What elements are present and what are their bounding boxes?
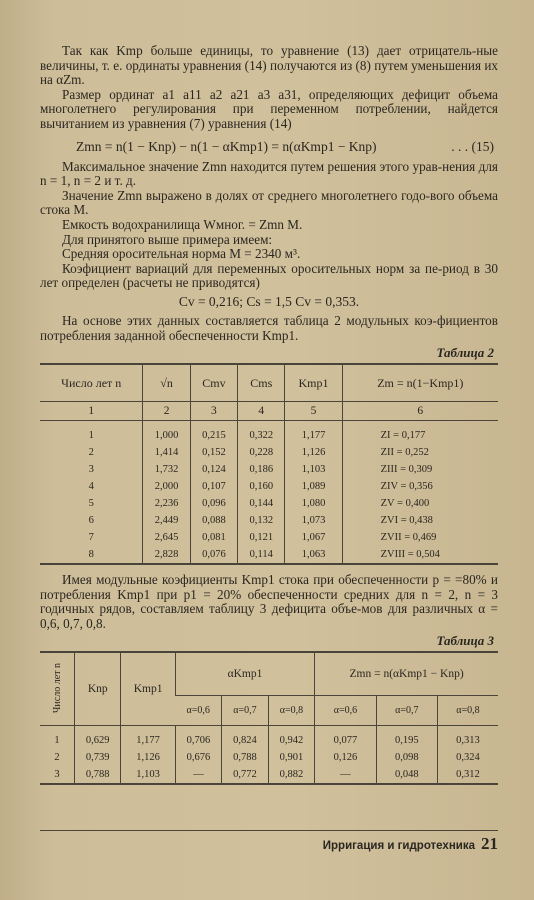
t3-header-years [40, 652, 75, 726]
t2-header-years: Число лет n [40, 364, 143, 402]
table-cell: ZVI = 0,438 [342, 512, 498, 529]
table-row [40, 726, 498, 750]
running-title: Ирригация и гидротехника [322, 840, 475, 852]
table-cell: ZIV = 0,356 [342, 478, 498, 495]
table-cell: 0,124 [190, 461, 237, 478]
table-3 [40, 651, 498, 785]
table-2-body [40, 421, 498, 565]
table-3-body [40, 726, 498, 785]
table-cell: 0,215 [190, 421, 237, 445]
table-cell: 0,739 [75, 749, 121, 766]
table-cell: 0,824 [222, 726, 268, 750]
table-cell: 0,076 [190, 546, 237, 564]
formula-15-number: . . . (15) [451, 138, 494, 154]
t2-colnum: 3 [190, 402, 237, 421]
formula-15 [40, 138, 498, 156]
table-cell: 2,828 [143, 546, 190, 564]
table-cell: 0,077 [315, 726, 376, 750]
table-cell: 0,126 [315, 749, 376, 766]
table-cell: 0,629 [75, 726, 121, 750]
t2-colnum: 6 [342, 402, 498, 421]
table-cell: 0,160 [238, 478, 285, 495]
table-cell: 1,126 [285, 444, 342, 461]
table-row [40, 495, 498, 512]
table-cell: 1,063 [285, 546, 342, 564]
table-cell: 0,324 [437, 749, 498, 766]
table-cell: 5 [88, 498, 94, 510]
table-cell: 0,788 [222, 749, 268, 766]
table-cell: 6 [88, 515, 94, 527]
table-cell: 0,882 [268, 766, 314, 784]
table-cell: 0,942 [268, 726, 314, 750]
table-cell: 2,236 [143, 495, 190, 512]
t3-header-zmn: Zmn = n(αKmp1 − Knp) [315, 652, 498, 695]
table-cell: 1,067 [285, 529, 342, 546]
table-cell: 0,322 [238, 421, 285, 445]
t2-header-z: Zm = n(1−Kmp1) [342, 364, 498, 402]
table-cell: 0,228 [238, 444, 285, 461]
t3-header-akm: αKmp1 [175, 652, 314, 695]
paragraph-9: На основе этих данных составляется таблица 2 модульных коэ-фициентов потребления заданной обеспеченности Kmp1. [40, 312, 498, 343]
table-cell: 1,732 [143, 461, 190, 478]
table-cell: 2,449 [143, 512, 190, 529]
table-cell: ZVIII = 0,504 [342, 546, 498, 564]
table-cell: 1 [54, 735, 60, 747]
table-cell: 3 [54, 769, 60, 781]
formula-15-body: Zmn = n(1 − Knp) − n(1 − αKmp1) = n(αKmp1 − Knp) [76, 138, 377, 154]
table-cell: 3 [88, 464, 94, 476]
table-2-caption: Таблица 2 [436, 345, 494, 361]
table-cell: 0,788 [75, 766, 121, 784]
table-cell: 2 [54, 752, 60, 764]
table-cell: 8 [88, 549, 94, 561]
table-cell: 0,098 [376, 749, 437, 766]
table-cell: 0,195 [376, 726, 437, 750]
t2-colnum: 5 [285, 402, 342, 421]
table-cell: 0,114 [238, 546, 285, 564]
t2-colnum: 4 [238, 402, 285, 421]
t3-alpha: α=0,7 [376, 696, 437, 726]
table-cell: 0,081 [190, 529, 237, 546]
paragraph-2: Размер ординат a1 a11 a2 a21 a3 a31, определяющих дефицит объема многолетнего регулирования при переменном потреблении, найдется вычитанием из уравнения (7) уравнения (14) [40, 86, 498, 131]
table-cell: 4 [88, 481, 94, 493]
table-2 [40, 363, 498, 565]
table-cell: 0,313 [437, 726, 498, 750]
t3-alpha: α=0,6 [175, 696, 221, 726]
t3-alpha: α=0,7 [222, 696, 268, 726]
table-cell: 0,676 [175, 749, 221, 766]
table-cell: 0,048 [376, 766, 437, 784]
t3-alpha: α=0,6 [315, 696, 376, 726]
t3-header-kmp1: Kmp1 [121, 652, 175, 726]
paragraph-1: Так как Kmp больше единицы, то уравнение (13) дает отрицатель-ные величины, т. е. ординаты уравнения (14) получаются из (8) путем уменьшения их на αZm. [40, 43, 498, 88]
table-cell: 2 [88, 447, 94, 459]
table-cell: — [175, 766, 221, 784]
table-row [40, 461, 498, 478]
table-row [40, 478, 498, 495]
table-cell: 0,152 [190, 444, 237, 461]
t2-header-sqrt-n: √n [143, 364, 190, 402]
table-cell: — [315, 766, 376, 784]
table-cell: ZVII = 0,469 [342, 529, 498, 546]
t3-header-years-label: Число лет n [51, 662, 63, 713]
table-3-caption: Таблица 3 [436, 633, 494, 649]
table-cell: 0,132 [238, 512, 285, 529]
table-cell: 1,177 [121, 726, 175, 750]
table-cell: 0,121 [238, 529, 285, 546]
t3-alpha: α=0,8 [437, 696, 498, 726]
t2-header-cs: Cms [238, 364, 285, 402]
table-cell: 0,901 [268, 749, 314, 766]
paragraph-10: Имея модульные коэфициенты Kmp1 стока при обеспеченности p = =80% и потребления Kmp1 при p1 = 20% обеспеченности средних для n = 2, n = 3 годичных рядов, составляем таблицу 3 дефицита объе-мов для различных α = 0,6, 0,7, 0,8. [40, 572, 498, 631]
table-cell: ZIII = 0,309 [342, 461, 498, 478]
paragraph-8: Коэфициент вариаций для переменных оросительных норм за пе-риод в 30 лет определен (расчеты не приводятся) [40, 260, 498, 291]
formula-cv: Cv = 0,216; Cs = 1,5 Cv = 0,353. [178, 293, 360, 309]
table-row [40, 421, 498, 445]
t2-colnum: 1 [40, 402, 143, 421]
t3-alpha: α=0,8 [268, 696, 314, 726]
table-cell: 1,103 [121, 766, 175, 784]
table-cell: 0,088 [190, 512, 237, 529]
table-row [40, 546, 498, 564]
table-cell: ZV = 0,400 [342, 495, 498, 512]
table-cell: 1,414 [143, 444, 190, 461]
table-row [40, 444, 498, 461]
table-row [40, 529, 498, 546]
table-cell: 0,312 [437, 766, 498, 784]
table-row [40, 749, 498, 766]
table-row [40, 512, 498, 529]
t2-header-k: Kmp1 [285, 364, 342, 402]
t3-header-knp: Knp [75, 652, 121, 726]
table-cell: 0,706 [175, 726, 221, 750]
paragraph-7: Средняя оросительная норма M = 2340 м³. [62, 246, 301, 262]
table-cell: 1,103 [285, 461, 342, 478]
paragraph-3: Максимальное значение Zmn находится путем решения этого урав-нения для n = 1, n = 2 и т. д. [40, 158, 498, 189]
table-cell: 0,096 [190, 495, 237, 512]
table-cell: 0,186 [238, 461, 285, 478]
table-cell: 2,000 [143, 478, 190, 495]
table-row [40, 766, 498, 784]
paragraph-5: Емкость водохранилища Wмног. = Zmn M. [62, 216, 303, 232]
table-cell: 1,089 [285, 478, 342, 495]
table-cell: 0,144 [238, 495, 285, 512]
table-cell: 1 [88, 430, 94, 442]
table-cell: 1,177 [285, 421, 342, 445]
table-cell: 0,772 [222, 766, 268, 784]
paragraph-4: Значение Zmn выражено в долях от среднего многолетнего годо-вого объема стока M. [40, 187, 498, 218]
table-cell: ZI = 0,177 [342, 421, 498, 445]
t2-colnum: 2 [143, 402, 190, 421]
table-cell: 2,645 [143, 529, 190, 546]
table-cell: 7 [88, 532, 94, 544]
table-cell: 1,080 [285, 495, 342, 512]
table-cell: 1,126 [121, 749, 175, 766]
page-number: 21 [481, 834, 498, 853]
t2-header-cv: Cmv [190, 364, 237, 402]
table-cell: 1,073 [285, 512, 342, 529]
page-footer [40, 830, 498, 854]
table-cell: 0,107 [190, 478, 237, 495]
table-cell: ZII = 0,252 [342, 444, 498, 461]
table-cell: 1,000 [143, 421, 190, 445]
paragraph-6: Для принятого выше примера имеем: [62, 231, 273, 247]
